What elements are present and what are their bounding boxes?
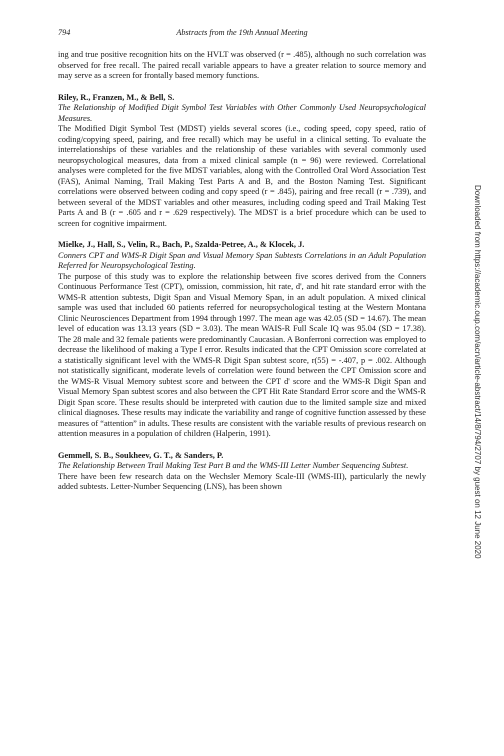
abstract-authors: Riley, R., Franzen, M., & Bell, S. xyxy=(58,92,175,102)
intro-paragraph: ing and true positive recognition hits on the HVLT was observed (r = .485), although no such correlation was observed for free recall. The paired recall variable appears to have a greater relation to source memory and may serve as a screen for frontally based memory functions. xyxy=(58,50,426,80)
abstract-riley xyxy=(58,93,426,230)
abstract-gemmell xyxy=(58,451,426,493)
download-watermark: Downloaded from https://academic.oup.com/acn/article-abstract/14/8/794/2707 by guest on 12 June 2020 xyxy=(473,185,482,559)
abstract-title: The Relationship Between Trail Making Test Part B and the WMS-III Letter Number Sequencing Subtest. xyxy=(58,461,409,470)
abstract-title: Conners CPT and WMS-R Digit Span and Visual Memory Span Subtests Correlations in an Adult Population Referred for Neuropsychological Testing. xyxy=(58,250,426,270)
abstract-title: The Relationship of Modified Digit Symbol Test Variables with Other Commonly Used Neuropsychological Measures. xyxy=(58,103,426,123)
page-content xyxy=(58,50,426,493)
abstract-body: The Modified Digit Symbol Test (MDST) yields several scores (i.e., coding speed, copy speed, ratio of coding/copying speed, pairing, and free recall) which may be useful in a clinical setting. To evaluate the interrelationships of these variables and the relationship of these variables with several commonly used neuropsychological measures, data from a mixed clinical sample (n = 96) were reviewed. Correlational analyses were completed for the five MDST variables, along with the Controlled Oral Word Association Test (FAS), Animal Naming, Trail Making Test Parts A and B, and the Boston Naming Test. Significant correlations were observed between coding and copy speed (r = .845), pairing and free recall (r = .739), and between several of the MDST variables and other measures, including coding speed and Trail Making Test Parts A and B (r = .605 and r = .629 respectively). The MDST is a brief procedure which can be used to screen for cognitive impairment. xyxy=(58,124,426,228)
page-number: 794 xyxy=(58,28,71,37)
running-header xyxy=(58,28,426,40)
abstract-body: There have been few research data on the Wechsler Memory Scale-III (WMS-III), particularly the newly added subtests. Letter-Number Sequencing (LNS), has been shown xyxy=(58,471,426,491)
abstract-authors: Mielke, J., Hall, S., Velin, R., Bach, P., Szalda-Petree, A., & Klocek, J. xyxy=(58,240,305,249)
abstract-body: The purpose of this study was to explore the relationship between five scores derived from the Conners Continuous Performance Test (CPT), omission, commission, hit rate, d', and hit rate standard error with the WMS-R attention subtests, Digit Span and Visual Memory Span, in an adult population. A mixed clinical sample was used that included 60 patients referred for neuropsychological testing at the Western Montana Clinic Neurosciences Department from 1994 through 1997. The mean age was 42.05 (SD = 14.67). The mean level of education was 13.13 years (SD = 3.03). The mean WAIS-R Full Scale IQ was 95.04 (SD = 17.38). The 28 male and 32 female patients were predominantly Caucasian. A Bonferroni correction was employed to decrease the likelihood of making a Type I error. Results indicated that the CPT Omission score correlated at a statistically significant level with the WMS-R Digit Span subtest score, r(55) = -.407, p = .002. Although not statistically significant, moderate levels of correlation were found between the CPT Omission score and the WMS-R Visual Memory subtest score and between the CPT d' score and the WMS-R Digit Span and Visual Memory Span subtest scores and also between the CPT Hit Rate Standard Error score and the WMS-R Digit Span score. These results should be interpreted with caution due to the limited sample size and mixed clinical diagnoses. These results may indicate the variability and range of cognitive function assessed by these measures of “attention” in adults. These results are consistent with the variable results of previous research on attention measures in a population of children (Halperin, 1991). xyxy=(58,271,426,438)
abstract-authors: Gemmell, S. B., Soukheev, G. T., & Sanders, P. xyxy=(58,450,224,460)
abstract-mielke xyxy=(58,240,426,440)
journal-title: Abstracts from the 19th Annual Meeting xyxy=(176,28,308,37)
